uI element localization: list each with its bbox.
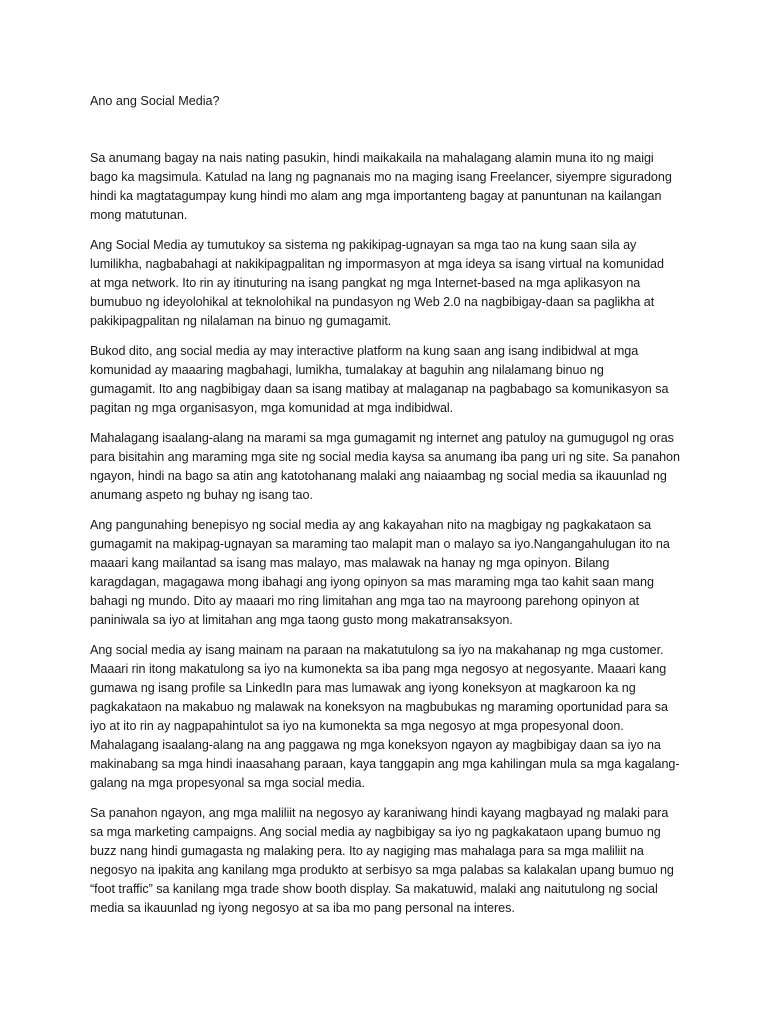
- paragraph: [90, 342, 682, 418]
- text-line: bago ka magsimula. Katulad na lang ng pagnanais mo na maging isang Freelancer, siyempre siguradong: [90, 170, 672, 184]
- text-line: hindi ka magtatagumpay kung hindi mo alam ang mga importanteng bagay at panuntunan na kailangan: [90, 189, 662, 203]
- text-line: bumubuo ng ideyolohikal at teknolohikal na pundasyon ng Web 2.0 na nagbibigay-daan sa paglikha at: [90, 295, 655, 309]
- paragraph: [90, 149, 682, 225]
- text-line: galang na mga propesyonal sa mga social media.: [90, 776, 365, 790]
- text-line: pagkakataon na makabuo ng malawak na koneksyon na magbubukas ng maraming oportunidad para sa: [90, 700, 668, 714]
- paragraph: [90, 804, 682, 918]
- text-line: pakikipagpalitan ng nilalaman na binuo ng gumagamit.: [90, 314, 392, 328]
- text-line: media sa ikauunlad ng iyong negosyo at sa iba mo pang personal na interes.: [90, 901, 515, 915]
- text-line: anumang aspeto ng buhay ng isang tao.: [90, 488, 313, 502]
- text-line: gumagamit na makipag-ugnayan sa maraming tao malapit man o malayo sa iyo.Nangangahulugan ito na: [90, 537, 670, 551]
- text-line: para bisitahin ang maraming mga site ng social media kaysa sa anumang iba pang uri ng site. Sa panahon: [90, 450, 680, 464]
- text-line: komunidad ay maaaring magbahagi, lumikha, tumalakay at baguhin ang nilalamang binuo ng: [90, 363, 604, 377]
- text-line: Maaari rin itong makatulong sa iyo na kumonekta sa iba pang mga negosyo at negosyante. Maaari kang: [90, 662, 667, 676]
- paragraph: [90, 516, 682, 630]
- text-line: Sa anumang bagay na nais nating pasukin, hindi maikakaila na mahalagang alamin muna ito ng maigi: [90, 151, 654, 165]
- text-line: negosyo na ipakita ang kanilang mga produkto at serbisyo sa mga palabas sa kalakalan upang bumuo ng: [90, 863, 674, 877]
- text-line: lumilikha, nagbabahagi at nakikipagpalitan ng impormasyon at mga ideya sa isang virtual na komunidad: [90, 257, 664, 271]
- text-line: Mahalagang isaalang-alang na ang paggawa ng mga koneksyon ngayon ay magbibigay daan sa iyo na: [90, 738, 661, 752]
- text-line: karagdagan, magagawa mong ibahagi ang iyong opinyon sa mas maraming mga tao kahit saan mang: [90, 575, 654, 589]
- paragraph-list: [90, 149, 682, 918]
- text-line: Sa panahon ngayon, ang mga maliliit na negosyo ay karaniwang hindi kayang magbayad ng malaki para: [90, 806, 669, 820]
- text-line: ngayon, hindi na bago sa atin ang katotohanang malaki ang naiaambag ng social media sa ikauunlad ng: [90, 469, 667, 483]
- text-line: at mga network. Ito rin ay itinuturing na isang pangkat ng mga Internet-based na mga aplikasyon na: [90, 276, 641, 290]
- text-line: buzz nang hindi gumagasta ng malaking pera. Ito ay nagiging mas mahalaga para sa mga maliliit na: [90, 844, 644, 858]
- text-line: bahagi ng mundo. Dito ay maaari mo ring limitahan ang mga tao na mayroong parehong opinyon at: [90, 594, 640, 608]
- text-line: “foot traffic” sa kanilang mga trade show booth display. Sa makatuwid, malaki ang naitutulong ng social: [90, 882, 658, 896]
- text-line: Ang social media ay isang mainam na paraan na makatutulong sa iyo na makahanap ng mga customer.: [90, 643, 664, 657]
- text-line: Mahalagang isaalang-alang na marami sa mga gumagamit ng internet ang patuloy na gumugugol ng oras: [90, 431, 674, 445]
- text-line: iyo at ito rin ay nagpapahintulot sa iyo na kumonekta sa mga negosyo at mga propesyonal doon.: [90, 719, 624, 733]
- text-line: sa mga marketing campaigns. Ang social media ay nagbibigay sa iyo ng pagkakataon upang bumuo ng: [90, 825, 661, 839]
- text-line: gumawa ng isang profile sa LinkedIn para mas lumawak ang iyong koneksyon at magkaroon ka ng: [90, 681, 636, 695]
- paragraph: [90, 236, 682, 331]
- paragraph: [90, 429, 682, 505]
- text-line: pagitan ng mga organisasyon, mga komunidad at mga indibidwal.: [90, 401, 454, 415]
- text-line: Ang pangunahing benepisyo ng social media ay ang kakayahan nito na magbigay ng pagkakataon sa: [90, 518, 652, 532]
- document-title: Ano ang Social Media?: [90, 94, 220, 108]
- text-line: Bukod dito, ang social media ay may interactive platform na kung saan ang isang indibidwal at mga: [90, 344, 639, 358]
- paragraph: [90, 641, 682, 793]
- document-body: [90, 92, 682, 929]
- text-line: paniniwala sa iyo at limitahan ang mga taong gusto mong makatransaksyon.: [90, 613, 513, 627]
- text-line: maaari kang mailantad sa isang mas malayo, mas malawak na hanay ng mga opinyon. Bilang: [90, 556, 610, 570]
- text-line: gumagamit. Ito ang nagbibigay daan sa isang matibay at malaganap na pagbabago sa komunikasyon sa: [90, 382, 669, 396]
- text-line: Ang Social Media ay tumutukoy sa sistema ng pakikipag-ugnayan sa mga tao na kung saan sila ay: [90, 238, 637, 252]
- text-line: mong matutunan.: [90, 208, 188, 222]
- text-line: makinabang sa mga hindi inaasahang paraan, kaya tanggapin ang mga kahilingan mula sa mga kagalang-: [90, 757, 680, 771]
